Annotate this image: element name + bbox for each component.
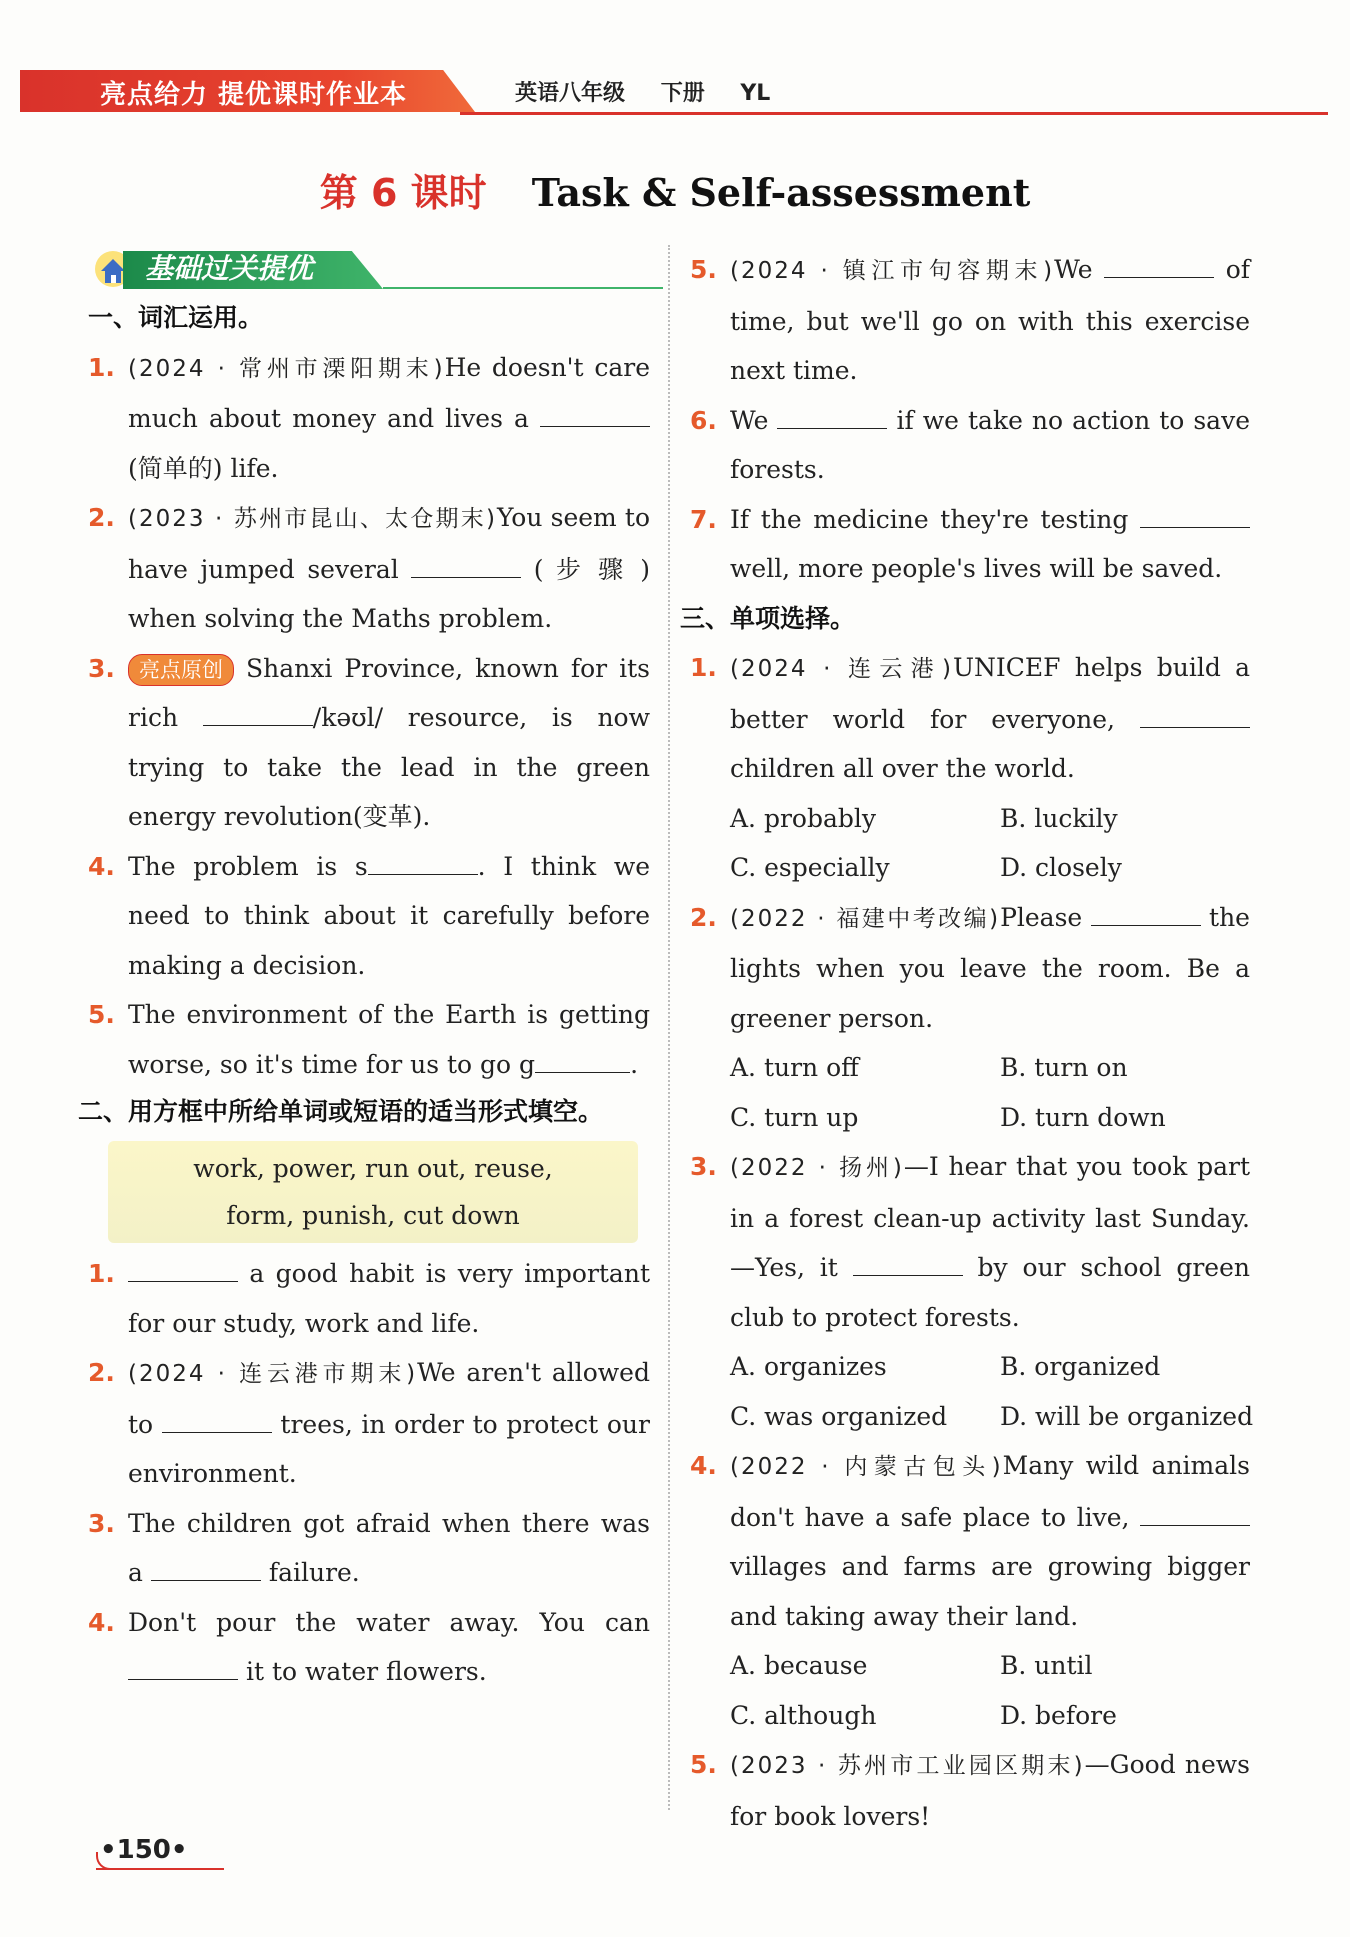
original-badge: 亮点原创: [128, 654, 234, 686]
option[interactable]: A. turn off: [730, 1053, 859, 1082]
question-item: 5. (2023 · 苏州市工业园区期末)—Good news for book lovers!: [690, 1750, 1250, 1831]
question-item: 2. (2022 · 福建中考改编)Please the lights when you leave the room. Be a greener person.: [690, 893, 1250, 1044]
option[interactable]: C. was organized: [730, 1401, 948, 1431]
answer-blank[interactable]: [535, 1046, 630, 1073]
option[interactable]: B. organized: [1000, 1352, 1161, 1381]
question-item: 1. (2024 · 常州市溧阳期末)He doesn't care much about money and lives a (简单的) life.: [88, 352, 650, 483]
header-volume: 下册: [660, 81, 705, 106]
answer-blank[interactable]: [1140, 501, 1250, 528]
section-heading-2: 二、用方框中所给单词或短语的适当形式填空。: [78, 1097, 604, 1126]
column-divider: [668, 245, 670, 1810]
question-item: 3. (2022 · 扬州)—I hear that you took part in a forest clean-up activity last Sunday. —Yes, it by our school green club to protect forests.: [690, 1152, 1250, 1332]
option[interactable]: C. although: [730, 1700, 877, 1730]
option[interactable]: B. luckily: [1000, 803, 1118, 833]
lesson-number: 第 6 课时: [319, 171, 487, 215]
option[interactable]: A. organizes: [730, 1352, 887, 1381]
answer-blank[interactable]: [128, 1255, 238, 1282]
answer-blank[interactable]: [162, 1406, 272, 1433]
question-item: 2. (2023 · 苏州市昆山、太仓期末)You seem to have jumped several ( 步 骤 ) when solving the Maths problem.: [88, 503, 650, 633]
left-column: [78, 245, 651, 1697]
option[interactable]: D. turn down: [1000, 1102, 1166, 1132]
option[interactable]: A. because: [730, 1651, 868, 1680]
question-item: 5. (2024 · 镇江市句容期末)We of time, but we'll go on with this exercise next time.: [690, 245, 1250, 396]
answer-blank[interactable]: [777, 402, 887, 429]
right-column: [680, 245, 1254, 1841]
answer-blank[interactable]: [128, 1653, 238, 1680]
answer-blank[interactable]: [853, 1249, 963, 1276]
answer-blank[interactable]: [368, 848, 478, 875]
answer-blank[interactable]: [411, 551, 521, 578]
header-rule: [460, 112, 1328, 115]
question-item: 3. 亮点原创 Shanxi Province, known for its rich /kəʊl/ resource, is now trying to take the lead in the green energy revolution(变革).: [88, 653, 650, 831]
question-item: 5. The environment of the Earth is getting worse, so it's time for us to go g .: [88, 1000, 650, 1079]
choice-options: [690, 794, 1250, 893]
question-item: 3. The children got afraid when there was a failure.: [88, 1508, 650, 1587]
section-heading-1: 一、词汇运用。: [88, 303, 264, 332]
lesson-topic: Task & Self-assessment: [531, 170, 1031, 215]
option[interactable]: A. probably: [730, 803, 876, 833]
footer-rule: [96, 1868, 224, 1870]
option[interactable]: C. turn up: [730, 1102, 859, 1132]
option[interactable]: B. until: [1000, 1651, 1093, 1680]
answer-blank[interactable]: [151, 1554, 261, 1581]
option[interactable]: C. especially: [730, 853, 890, 882]
choice-options: [690, 1641, 1250, 1740]
option[interactable]: D. before: [1000, 1700, 1117, 1730]
header-book-info: [515, 76, 798, 107]
header-subject: 英语八年级: [515, 81, 626, 106]
question-item: 4. (2022 · 内蒙古包头)Many wild animals don't have a safe place to live, villages and farms are growing bigger and taking away their land.: [690, 1451, 1250, 1631]
option[interactable]: D. closely: [1000, 853, 1122, 882]
answer-blank[interactable]: [540, 400, 650, 427]
banner-title: 基础过关提优: [145, 252, 314, 285]
page-title: [0, 162, 1350, 217]
question-item: 2. (2024 · 连云港市期末)We aren't allowed to trees, in order to protect our environment.: [88, 1358, 650, 1488]
word-box: [108, 1141, 638, 1243]
page-number: •150•: [100, 1835, 188, 1865]
answer-blank[interactable]: [1091, 899, 1201, 926]
option[interactable]: D. will be organized: [1000, 1401, 1254, 1431]
answer-blank[interactable]: [1104, 251, 1214, 278]
question-item: 4. The problem is s . I think we need to think about it carefully before making a decision.: [88, 842, 650, 991]
question-item: 1. a good habit is very important for our study, work and life.: [88, 1249, 650, 1348]
word-box-line: form, punish, cut down: [226, 1201, 520, 1230]
question-item: 4. Don't pour the water away. You can it to water flowers.: [88, 1607, 650, 1686]
answer-blank[interactable]: [1140, 1499, 1250, 1526]
question-item: 1. (2024 · 连云港)UNICEF helps build a better world for everyone, children all over the world.: [690, 653, 1250, 783]
section-banner: [93, 245, 650, 293]
question-item: 7. If the medicine they're testing well, more people's lives will be saved.: [690, 495, 1250, 594]
word-box-line: work, power, run out, reuse,: [193, 1154, 553, 1183]
choice-options: [690, 1342, 1254, 1441]
answer-blank[interactable]: [203, 699, 313, 726]
header-series-title: 亮点给力 提优课时作业本: [100, 80, 408, 110]
choice-options: [690, 1043, 1250, 1142]
question-item: 6. We if we take no action to save forests.: [690, 396, 1250, 495]
header-edition: YL: [740, 81, 771, 106]
section-heading-3: 三、单项选择。: [680, 603, 856, 633]
answer-blank[interactable]: [1140, 701, 1250, 728]
option[interactable]: B. turn on: [1000, 1053, 1128, 1082]
